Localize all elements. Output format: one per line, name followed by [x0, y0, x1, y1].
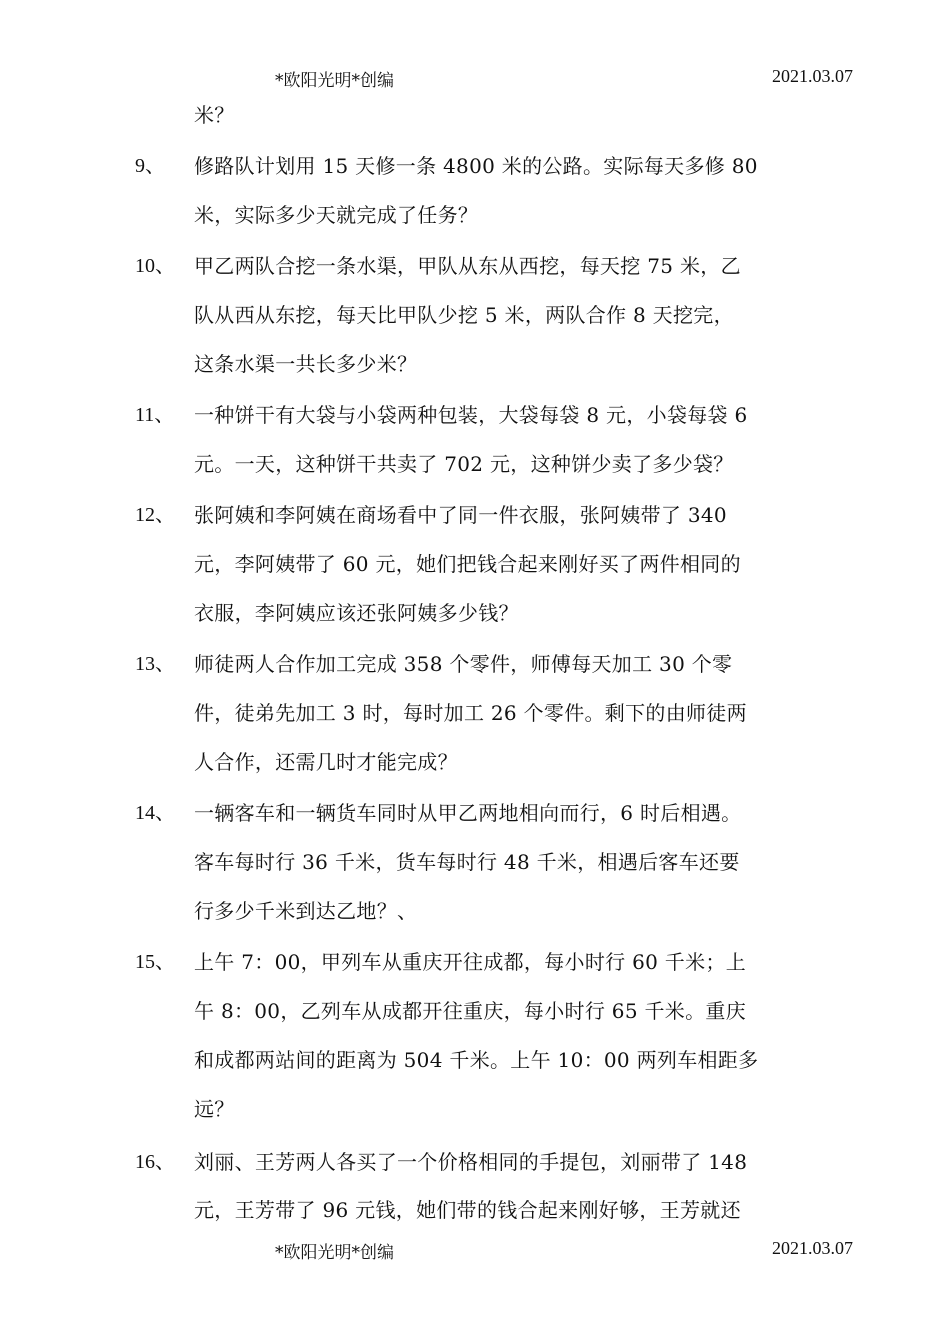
- problem-number: 14、: [135, 802, 175, 824]
- problem-line: 这条水渠一共长多少米？: [194, 352, 418, 376]
- problem-number: 13、: [135, 653, 175, 675]
- problem-number: 12、: [135, 504, 175, 526]
- problem-line: 张阿姨和李阿姨在商场看中了同一件衣服，张阿姨带了 340: [194, 503, 727, 527]
- problem-number: 9、: [135, 155, 165, 177]
- continued-line: 米？: [194, 103, 235, 127]
- problem-number: 11、: [135, 404, 175, 426]
- problem-number: 15、: [135, 951, 175, 973]
- page-footer: [0, 1238, 950, 1262]
- problem-line: 上午 7：00，甲列车从重庆开往成都，每小时行 60 千米；上: [194, 950, 746, 974]
- problem-line: 行多少千米到达乙地？、: [194, 899, 418, 923]
- header-date: 2021.03.07: [772, 66, 853, 86]
- problem-line: 一辆客车和一辆货车同时从甲乙两地相向而行，6 时后相遇。: [194, 801, 742, 825]
- header-author: *欧阳光明*创编: [275, 71, 394, 91]
- problem-line: 和成都两站间的距离为 504 千米。上午 10：00 两列车相距多: [194, 1048, 759, 1072]
- footer-author: *欧阳光明*创编: [275, 1243, 394, 1263]
- problem-line: 件，徒弟先加工 3 时，每时加工 26 个零件。剩下的由师徒两: [194, 701, 747, 725]
- problem-line: 一种饼干有大袋与小袋两种包装，大袋每袋 8 元，小袋每袋 6: [194, 403, 748, 427]
- problem-line: 元。一天，这种饼干共卖了 702 元，这种饼少卖了多少袋？: [194, 452, 734, 476]
- problem-line: 刘丽、王芳两人各买了一个价格相同的手提包，刘丽带了 148: [194, 1150, 748, 1174]
- problem-line: 元，王芳带了 96 元钱，她们带的钱合起来刚好够，王芳就还: [194, 1198, 741, 1222]
- problem-line: 衣服，李阿姨应该还张阿姨多少钱？: [194, 601, 519, 625]
- problem-line: 客车每时行 36 千米，货车每时行 48 千米，相遇后客车还要: [194, 850, 740, 874]
- problem-line: 米，实际多少天就完成了任务？: [194, 203, 479, 227]
- problem-number: 16、: [135, 1151, 175, 1173]
- problem-line: 甲乙两队合挖一条水渠，甲队从东从西挖，每天挖 75 米，乙: [194, 254, 741, 278]
- problem-line: 远？: [194, 1097, 235, 1121]
- footer-date: 2021.03.07: [772, 1238, 853, 1258]
- problem-line: 修路队计划用 15 天修一条 4800 米的公路。实际每天多修 80: [194, 154, 758, 178]
- problem-line: 午 8：00，乙列车从成都开往重庆，每小时行 65 千米。重庆: [194, 999, 746, 1023]
- problem-line: 人合作，还需几时才能完成？: [194, 750, 458, 774]
- problem-number: 10、: [135, 255, 175, 277]
- problem-line: 队从西从东挖，每天比甲队少挖 5 米，两队合作 8 天挖完，: [194, 303, 734, 327]
- problem-line: 师徒两人合作加工完成 358 个零件，师傅每天加工 30 个零: [194, 652, 733, 676]
- problem-line: 元，李阿姨带了 60 元，她们把钱合起来刚好买了两件相同的: [194, 552, 741, 576]
